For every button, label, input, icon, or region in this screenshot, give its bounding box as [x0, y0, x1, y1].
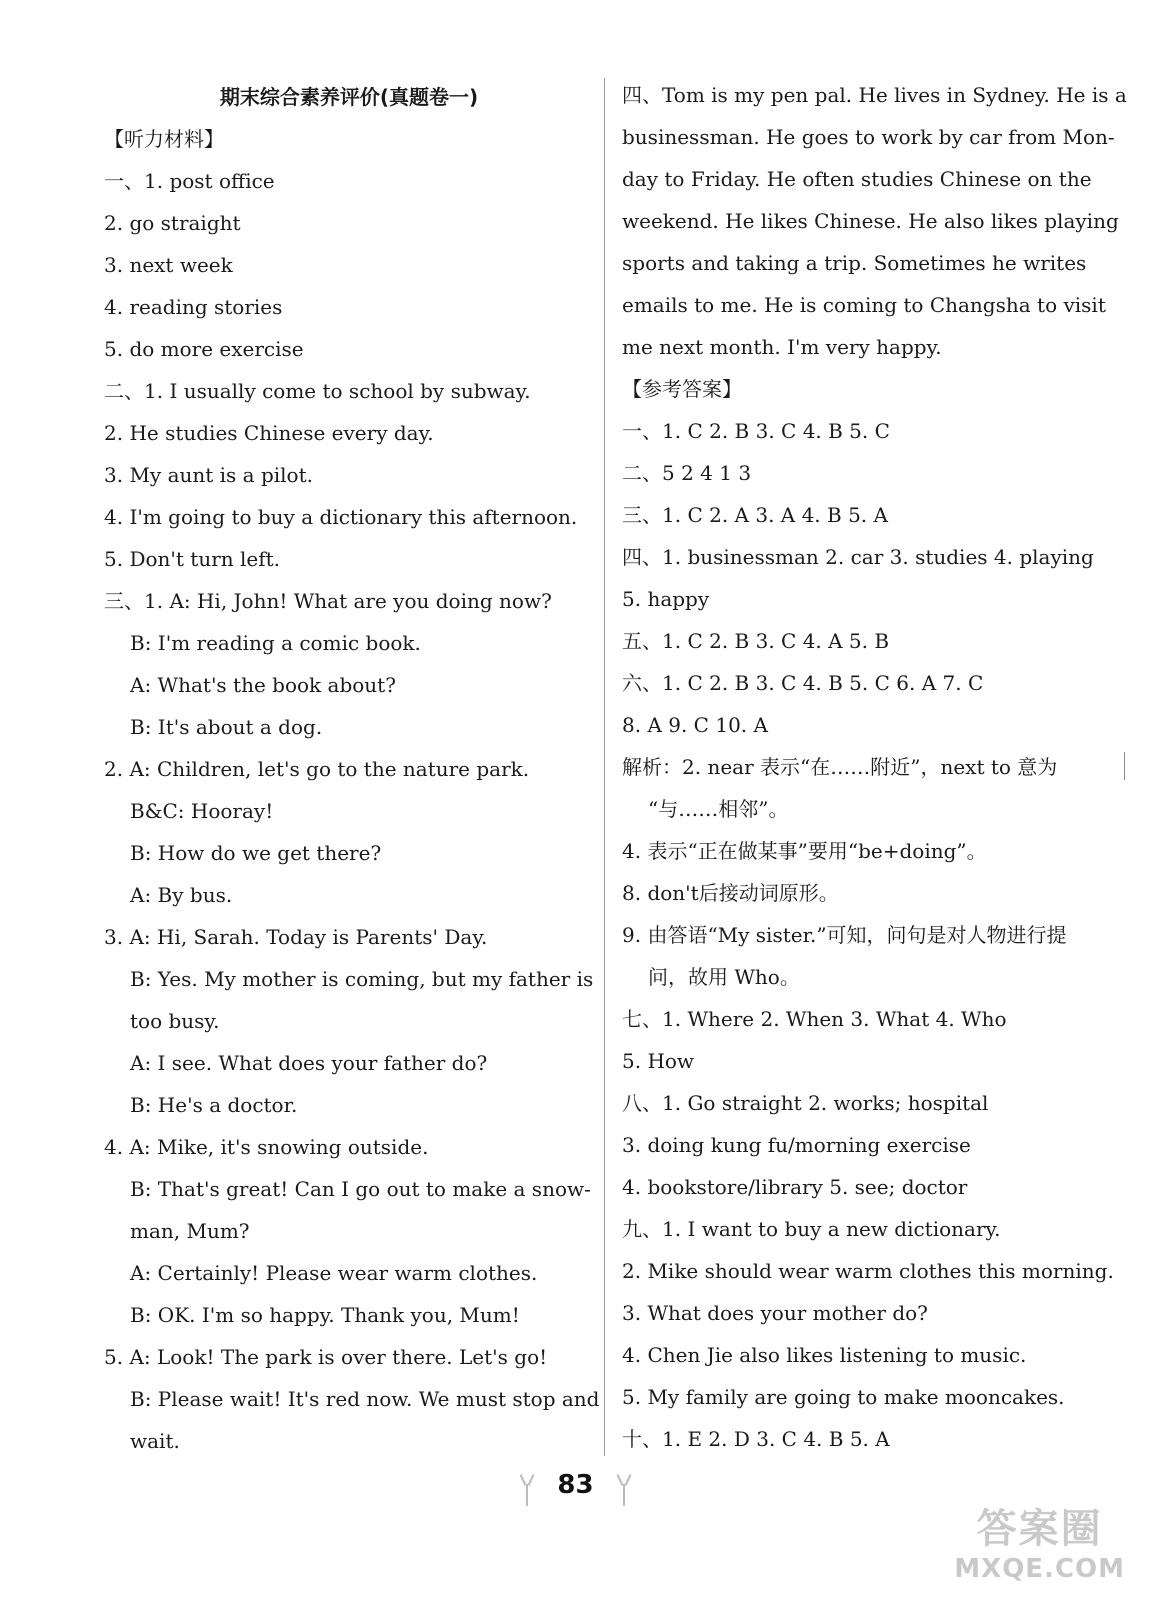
text-line: 3. My aunt is a pilot. — [104, 463, 313, 487]
watermark — [954, 1497, 1125, 1584]
text-line: sports and taking a trip. Sometimes he writes — [622, 251, 1087, 275]
text-line: emails to me. He is coming to Changsha to visit — [622, 293, 1106, 317]
text-line: 3. next week — [104, 253, 233, 277]
text-line: 三、1. A: Hi, John! What are you doing now? — [104, 589, 552, 613]
answer-line: 五、1. C 2. B 3. C 4. A 5. B — [622, 629, 890, 653]
answer-line: 八、1. Go straight 2. works; hospital — [622, 1091, 989, 1115]
text-line: A: By bus. — [130, 883, 233, 907]
column-divider — [604, 78, 605, 1456]
explanation-line: 解析：2. near 表示“在……附近”，next to 意为 — [622, 755, 1058, 779]
text-line: man, Mum? — [130, 1219, 250, 1243]
text-line: businessman. He goes to work by car from Mon- — [622, 125, 1115, 149]
text-line: A: Certainly! Please wear warm clothes. — [130, 1261, 538, 1285]
explanation-line: 4. 表示“正在做某事”要用“be+doing”。 — [622, 839, 987, 863]
watermark-url: MXQE.COM — [954, 1554, 1125, 1584]
answer-line: 3. doing kung fu/morning exercise — [622, 1133, 971, 1157]
text-line: A: I see. What does your father do? — [130, 1051, 488, 1075]
leaf-ornament-icon — [617, 1472, 631, 1506]
text-line: B: That's great! Can I go out to make a snow- — [130, 1177, 591, 1201]
answer-line: 2. Mike should wear warm clothes this morning. — [622, 1259, 1114, 1283]
answer-line: 四、1. businessman 2. car 3. studies 4. playing — [622, 545, 1094, 569]
text-line: B: It's about a dog. — [130, 715, 323, 739]
text-line: 四、Tom is my pen pal. He lives in Sydney. He is a — [622, 83, 1127, 107]
watermark-logo: 答案圈 — [976, 1506, 1103, 1552]
text-line: B: OK. I'm so happy. Thank you, Mum! — [130, 1303, 520, 1327]
answer-line: 5. My family are going to make mooncakes. — [622, 1385, 1065, 1409]
text-line: 5. A: Look! The park is over there. Let's go! — [104, 1345, 548, 1369]
section-header: 【听力材料】 — [104, 127, 224, 151]
answer-line: 十、1. E 2. D 3. C 4. B 5. A — [622, 1427, 890, 1451]
text-line: B: Please wait! It's red now. We must stop and — [130, 1387, 600, 1411]
answer-line: 七、1. Where 2. When 3. What 4. Who — [622, 1007, 1007, 1031]
text-line: 2. He studies Chinese every day. — [104, 421, 434, 445]
answer-line: 一、1. C 2. B 3. C 4. B 5. C — [622, 419, 890, 443]
page-title: 期末综合素养评价(真题卷一) — [219, 85, 479, 109]
text-line: wait. — [130, 1429, 180, 1453]
answer-line: 六、1. C 2. B 3. C 4. B 5. C 6. A 7. C — [622, 671, 984, 695]
answer-line: 4. bookstore/library 5. see; doctor — [622, 1175, 968, 1199]
text-line: day to Friday. He often studies Chinese on the — [622, 167, 1092, 191]
answer-line: 5. happy — [622, 587, 710, 611]
leaf-ornament-icon — [520, 1472, 534, 1506]
text-line: B: He's a doctor. — [130, 1093, 298, 1117]
explanation-line: 8. don't后接动词原形。 — [622, 881, 839, 905]
text-line: weekend. He likes Chinese. He also likes playing — [622, 209, 1119, 233]
answer-line: 5. How — [622, 1049, 695, 1073]
answer-line: 4. Chen Jie also likes listening to music. — [622, 1343, 1027, 1367]
text-line: too busy. — [130, 1009, 220, 1033]
text-line: 3. A: Hi, Sarah. Today is Parents' Day. — [104, 925, 488, 949]
explanation-line: 9. 由答语“My sister.”可知，问句是对人物进行提 — [622, 923, 1067, 947]
text-line: A: What's the book about? — [130, 673, 396, 697]
explanation-line: 问，故用 Who。 — [648, 965, 800, 989]
text-line: me next month. I'm very happy. — [622, 335, 942, 359]
text-line: 5. Don't turn left. — [104, 547, 281, 571]
explanation-line: “与……相邻”。 — [648, 797, 789, 821]
text-line: B&C: Hooray! — [130, 799, 274, 823]
text-line: 4. I'm going to buy a dictionary this afternoon. — [104, 505, 578, 529]
text-line: 一、1. post office — [104, 169, 275, 193]
margin-mark — [1124, 752, 1125, 780]
text-line: B: Yes. My mother is coming, but my father is — [130, 967, 594, 991]
section-header: 【参考答案】 — [622, 377, 742, 401]
text-line: B: I'm reading a comic book. — [130, 631, 421, 655]
answer-line: 3. What does your mother do? — [622, 1301, 928, 1325]
text-line: 4. reading stories — [104, 295, 283, 319]
answer-line: 三、1. C 2. A 3. A 4. B 5. A — [622, 503, 888, 527]
text-line: 二、1. I usually come to school by subway. — [104, 379, 531, 403]
page-number: 83 — [557, 1470, 594, 1500]
answer-line: 九、1. I want to buy a new dictionary. — [622, 1217, 1001, 1241]
text-line: B: How do we get there? — [130, 841, 382, 865]
answer-line: 二、5 2 4 1 3 — [622, 461, 752, 485]
answer-line: 8. A 9. C 10. A — [622, 713, 768, 737]
text-line: 4. A: Mike, it's snowing outside. — [104, 1135, 429, 1159]
text-line: 5. do more exercise — [104, 337, 304, 361]
text-line: 2. go straight — [104, 211, 241, 235]
text-line: 2. A: Children, let's go to the nature park. — [104, 757, 530, 781]
